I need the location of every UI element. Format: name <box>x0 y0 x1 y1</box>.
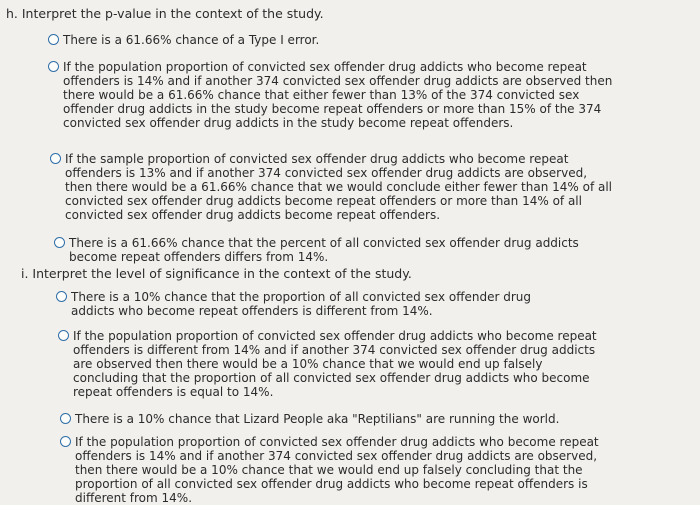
question-h-option-3[interactable] <box>50 152 618 222</box>
option-text: There is a 10% chance that Lizard People aka "Reptilians" are running the world. <box>75 412 560 426</box>
option-text: There is a 61.66% chance that the percent of all convicted sex offender drug addicts become repeat offenders differs from 14%. <box>69 236 579 264</box>
radio-button[interactable] <box>60 436 71 447</box>
question-i-option-1[interactable] <box>56 290 576 318</box>
radio-button[interactable] <box>58 330 69 341</box>
option-text: If the population proportion of convicted sex offender drug addicts who become repeat offenders is 14% and if another 374 convicted sex offender drug addicts are observed, then there would be a 10% chance that we would end up falsely concluding that the proportion of all convicted sex offender drug addicts who become repeat offenders is different from 14%. <box>75 435 599 505</box>
option-text: If the sample proportion of convicted sex offender drug addicts who become repeat offenders is 13% and if another 374 convicted sex offender drug addicts are observed, then there would be a 61.66% chance that we would conclude either fewer than 14% of all convicted sex offender drug addicts become repeat offenders or more than 14% of all convicted sex offender drug addicts become repeat offenders. <box>65 152 613 222</box>
radio-button[interactable] <box>60 413 71 424</box>
question-h-title: h. Interpret the p-value in the context of the study. <box>6 6 324 21</box>
radio-button[interactable] <box>50 153 61 164</box>
question-h-option-4[interactable] <box>54 236 628 264</box>
question-i-title: i. Interpret the level of significance in the context of the study. <box>21 266 412 281</box>
question-i-option-4[interactable] <box>60 435 600 505</box>
question-h-option-1[interactable] <box>48 33 608 47</box>
radio-button[interactable] <box>48 61 59 72</box>
option-text: If the population proportion of convicted sex offender drug addicts who become repeat offenders is 14% and if another 374 convicted sex offender drug addicts are observed then there would be a 61.66% chance that either fewer than 13% of the 374 convicted sex offender drug addicts in the study become repeat offenders or more than 15% of the 374 convicted sex offender drug addicts in the study become repeat offenders. <box>63 60 613 130</box>
option-text: There is a 10% chance that the proportion of all convicted sex offender drug addicts who become repeat offenders is different from 14%. <box>71 290 531 318</box>
radio-button[interactable] <box>54 237 65 248</box>
question-h-option-2[interactable] <box>48 60 620 130</box>
question-i-option-3[interactable] <box>60 412 620 426</box>
option-text: There is a 61.66% chance of a Type I error. <box>63 33 320 47</box>
radio-button[interactable] <box>48 34 59 45</box>
radio-button[interactable] <box>56 291 67 302</box>
question-i-option-2[interactable] <box>58 329 598 399</box>
option-text: If the population proportion of convicted sex offender drug addicts who become repeat offenders is different from 14% and if another 374 convicted sex offender drug addicts are observed then there would be a 10% chance that we would end up falsely concluding that the proportion of all convicted sex offender drug addicts who become repeat offenders is equal to 14%. <box>73 329 597 399</box>
